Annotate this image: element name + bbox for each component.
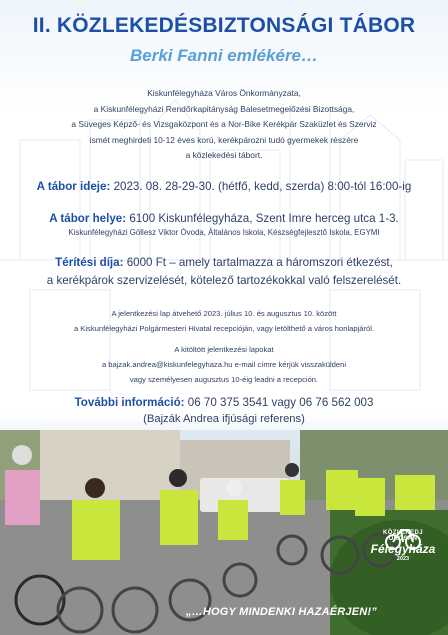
camp-date-label: A tábor ideje:	[36, 180, 111, 193]
page-title: II. KÖZLEKEDÉSBIZTONSÁGI TÁBOR	[32, 14, 416, 37]
contact-person: (Bajzák Andrea ifjúsági referens)	[143, 413, 305, 425]
submission-line: a bajzak.andrea@kiskunfelegyhaza.hu e-mail címre kérjük visszaküldeni	[101, 360, 347, 369]
slogan: „…HOGY MINDENKI HAZAÉRJEN!”	[186, 606, 377, 618]
logo-line: Félegyháza	[370, 542, 436, 556]
contact-phones: 06 70 375 3541 vagy 06 76 562 003	[187, 396, 374, 409]
logo-line: KÖZLEKEDJ OKOSAN	[383, 530, 423, 542]
camp-date	[0, 180, 448, 193]
intro-text	[0, 86, 448, 164]
camp-place-value: 6100 Kiskunfélegyháza, Szent Imre herceg utca 1-3.	[129, 212, 399, 225]
camp-place-institution: Kiskunfélegyházi Göllesz Viktor Óvoda, Általános Iskola, Készségfejlesztő Iskola, EGYMI	[68, 228, 380, 237]
page-subtitle: Berki Fanni emlékére…	[129, 46, 319, 65]
intro-line: a közlekedési tábort.	[185, 150, 263, 160]
camp-place	[0, 212, 448, 225]
contact-label: További információ:	[74, 396, 185, 409]
submission-line: A kitöltött jelentkezési lapokat	[174, 345, 274, 354]
campaign-logo	[368, 530, 438, 562]
camp-fee-value: 6000 Ft – amely tartalmazza a háromszori étkezést,	[126, 256, 393, 269]
application-info	[0, 306, 448, 336]
camp-fee	[0, 256, 448, 269]
camp-place-label: A tábor helye:	[49, 212, 127, 225]
application-line: a Kiskunfélegyházi Polgármesteri Hivatal recepcióján, vagy letölthető a város honlapjáról.	[73, 324, 375, 333]
intro-line: a Süveges Képző- és Vizsgaközpont és a Nor-Bike Kerékpár Szaküzlet és Szerviz	[71, 119, 377, 129]
intro-line: ismét meghirdeti 10-12 éves korú, kerékpározni tudó gyermekek részére	[89, 134, 359, 145]
intro-line: Kiskunfélegyháza Város Önkormányzata,	[147, 88, 301, 98]
application-line: A jelentkezési lap átvehető 2023. július 10. és augusztus 10. között	[111, 309, 337, 318]
camp-fee-details: a kerékpárok szervizelését, kötelező tartozékokkal való felszerelését.	[46, 274, 402, 287]
contact-info	[0, 396, 448, 409]
intro-line: a Kiskunfélegyházi Rendőrkapitányság Balesetmegelőzési Bizottsága,	[93, 103, 355, 114]
submission-info	[0, 342, 448, 387]
logo-year: 2023	[396, 556, 410, 562]
submission-line: vagy személyesen augusztus 10-éig leadni a recepción.	[129, 375, 319, 384]
camp-date-value: 2023. 08. 28-29-30. (hétfő, kedd, szerda) 8:00-tól 16:00-ig	[113, 180, 412, 193]
camp-fee-label: Térítési díja:	[55, 256, 124, 269]
